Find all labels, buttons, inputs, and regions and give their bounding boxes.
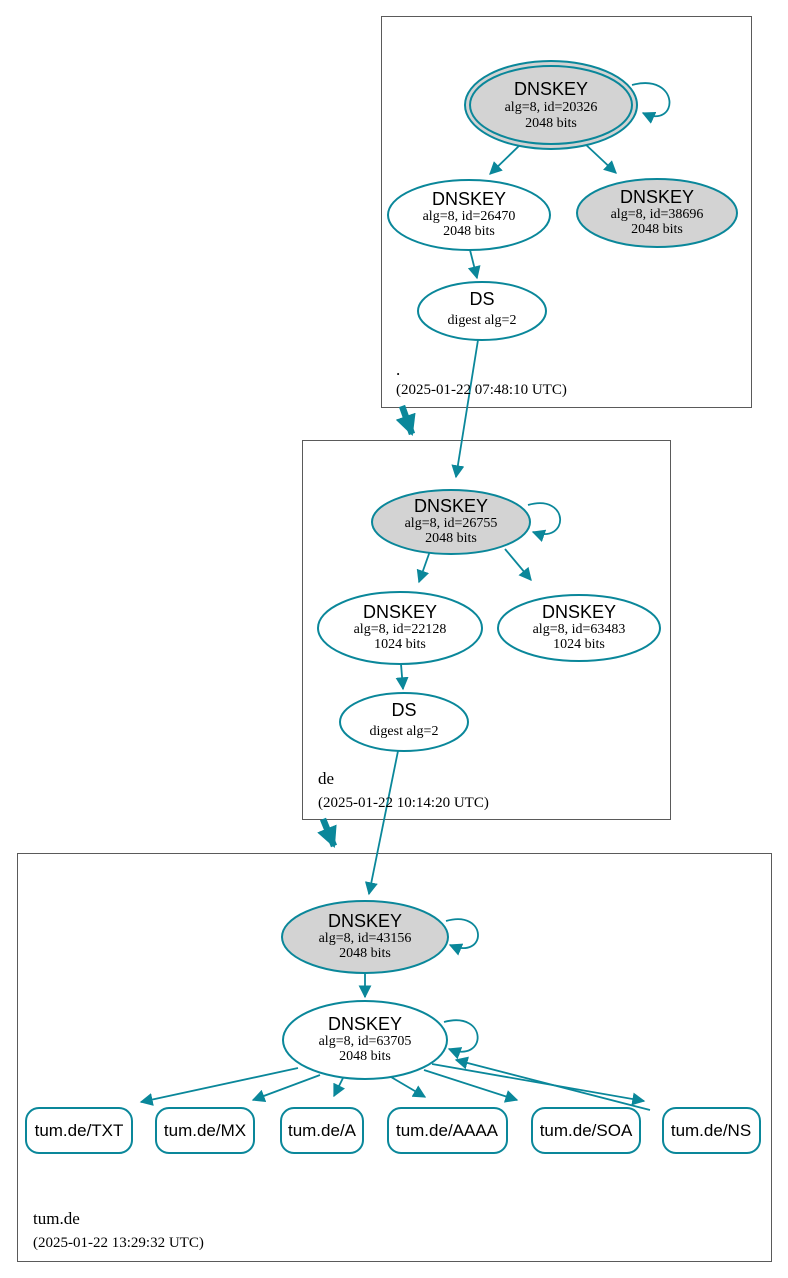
dnskey-node-26755	[372, 490, 530, 554]
delegation-arrow-root-to-de	[402, 406, 412, 434]
edge-de-ksk-to-key63483	[505, 549, 531, 580]
node-detail: alg=8, id=20326	[504, 100, 598, 115]
dnskey-node-43156	[282, 901, 448, 973]
node-bits: 1024 bits	[374, 637, 426, 652]
node-title: DNSKEY	[327, 911, 403, 931]
node-detail: alg=8, id=26470	[422, 209, 516, 224]
edge-zsk-to-rrset-txt	[141, 1068, 298, 1102]
rrset-label: tum.de/AAAA	[395, 1121, 499, 1140]
node-title: DNSKEY	[413, 496, 489, 516]
edge-de-ksk-to-zsk	[419, 551, 430, 582]
node-bits: 2048 bits	[339, 946, 391, 961]
node-title: DS	[469, 289, 495, 309]
node-detail: alg=8, id=26755	[404, 516, 498, 531]
edge-root-zsk-to-ds	[470, 250, 477, 278]
node-bits: 2048 bits	[525, 116, 577, 131]
rrset-node-tumde-txt	[26, 1108, 132, 1153]
node-title: DNSKEY	[619, 187, 695, 207]
rrset-node-tumde-soa	[532, 1108, 640, 1153]
zone-label-de: de	[318, 769, 335, 788]
node-detail: alg=8, id=63483	[532, 622, 626, 637]
delegation-arrow-de-to-tumde	[323, 819, 334, 846]
node-bits: 2048 bits	[443, 224, 495, 239]
node-detail: digest alg=2	[369, 724, 439, 739]
edge-zsk-to-rrset-mx	[253, 1075, 320, 1100]
edge-de-zsk-to-ds	[401, 664, 403, 689]
rrset-label: tum.de/SOA	[539, 1121, 633, 1140]
dnskey-node-63705	[283, 1001, 447, 1079]
edge-root-ksk-to-zsk	[490, 143, 522, 174]
dnskey-node-20326-trust-anchor	[465, 61, 637, 149]
zone-timestamp-de: (2025-01-22 10:14:20 UTC)	[318, 795, 489, 811]
dnskey-node-26470	[388, 180, 550, 250]
node-bits: 2048 bits	[631, 222, 683, 237]
edge-zsk-to-rrset-a	[334, 1078, 343, 1096]
rrset-node-tumde-a	[281, 1108, 363, 1153]
node-title: DNSKEY	[431, 189, 507, 209]
node-detail: alg=8, id=43156	[318, 931, 412, 946]
node-title: DNSKEY	[541, 602, 617, 622]
rrset-label: tum.de/A	[287, 1121, 357, 1140]
node-title: DNSKEY	[327, 1014, 403, 1034]
zone-label-root: .	[396, 360, 401, 379]
dnskey-node-22128	[318, 592, 482, 664]
node-detail: alg=8, id=38696	[610, 207, 704, 222]
edge-zsk-to-rrset-aaaa	[391, 1077, 425, 1097]
edge-root-ds-to-de-ksk	[456, 340, 478, 477]
rrset-label: tum.de/MX	[163, 1121, 247, 1140]
node-title: DNSKEY	[362, 602, 438, 622]
rrset-node-tumde-ns	[663, 1108, 760, 1153]
dnskey-node-38696	[577, 179, 737, 247]
self-loop-root-ksk	[632, 83, 670, 116]
ds-node-de	[340, 693, 468, 751]
self-loop-de-ksk	[528, 503, 560, 534]
node-bits: 2048 bits	[425, 531, 477, 546]
node-bits: 1024 bits	[553, 637, 605, 652]
ds-node-root	[418, 282, 546, 340]
edge-de-ds-to-tumde-ksk	[369, 751, 398, 894]
edge-root-ksk-to-key38696	[583, 142, 616, 173]
rrset-node-tumde-aaaa	[388, 1108, 507, 1153]
zone-timestamp-root: (2025-01-22 07:48:10 UTC)	[396, 382, 567, 398]
rrset-label: tum.de/TXT	[34, 1121, 124, 1140]
edge-rrset-ns-to-zsk	[456, 1060, 650, 1110]
rrset-node-tumde-mx	[156, 1108, 254, 1153]
node-bits: 2048 bits	[339, 1049, 391, 1064]
dnskey-node-63483	[498, 595, 660, 661]
edge-zsk-to-rrset-soa	[424, 1070, 517, 1100]
self-loop-tumde-zsk	[444, 1020, 478, 1051]
zone-label-tumde: tum.de	[33, 1209, 80, 1228]
self-loop-tumde-ksk	[446, 919, 478, 948]
node-detail: alg=8, id=63705	[318, 1034, 412, 1049]
node-title: DNSKEY	[513, 79, 589, 99]
node-detail: alg=8, id=22128	[353, 622, 447, 637]
node-detail: digest alg=2	[447, 313, 517, 328]
rrset-label: tum.de/NS	[670, 1121, 752, 1140]
zone-timestamp-tumde: (2025-01-22 13:29:32 UTC)	[33, 1235, 204, 1251]
node-title: DS	[391, 700, 417, 720]
